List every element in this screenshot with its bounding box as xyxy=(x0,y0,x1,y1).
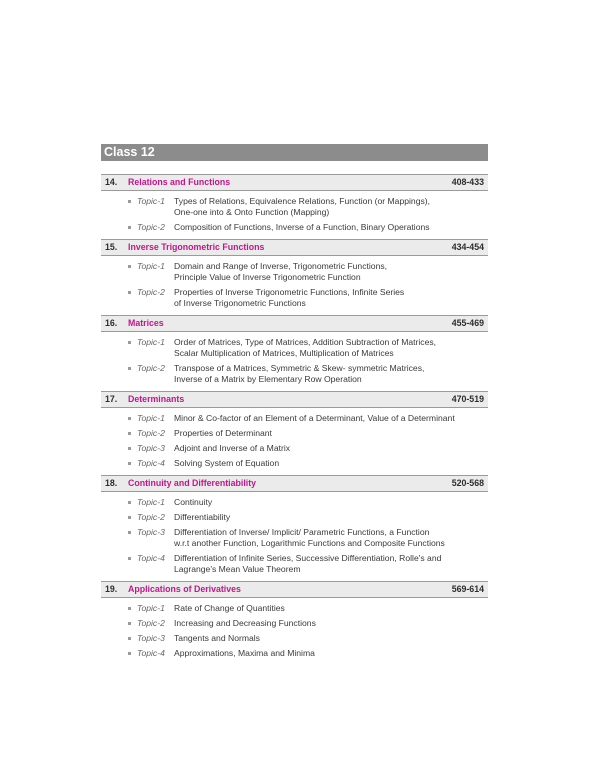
topic-tag: Topic-4 xyxy=(137,458,165,468)
topic-tag: Topic-3 xyxy=(137,443,165,453)
chapter-header xyxy=(101,391,488,408)
topic-item xyxy=(101,413,488,424)
chapter-entry xyxy=(101,239,488,309)
topic-description-line: Properties of Inverse Trigonometric Functions, Infinite Series xyxy=(174,287,405,297)
topic-item xyxy=(101,222,488,233)
topic-description-line: One-one into & Onto Function (Mapping) xyxy=(174,207,330,217)
topic-list xyxy=(101,492,488,575)
topic-item xyxy=(101,603,488,614)
square-bullet-icon xyxy=(128,417,131,420)
chapter-header xyxy=(101,581,488,598)
topic-item xyxy=(101,553,488,575)
topic-description-line: Composition of Functions, Inverse of a Function, Binary Operations xyxy=(174,222,430,232)
square-bullet-icon xyxy=(128,531,131,534)
square-bullet-icon xyxy=(128,265,131,268)
topic-tag: Topic-4 xyxy=(137,648,165,658)
topic-tag: Topic-3 xyxy=(137,633,165,643)
topic-description-line: Differentiation of Inverse/ Implicit/ Parametric Functions, a Function xyxy=(174,527,430,537)
topic-tag: Topic-2 xyxy=(137,428,165,438)
chapter-page-range: 520-568 xyxy=(451,478,484,488)
topic-list xyxy=(101,598,488,659)
topic-tag: Topic-2 xyxy=(137,287,165,297)
topic-tag: Topic-1 xyxy=(137,603,165,613)
chapter-number: 18. xyxy=(105,478,118,488)
topic-list xyxy=(101,191,488,233)
square-bullet-icon xyxy=(128,367,131,370)
chapter-title: Applications of Derivatives xyxy=(128,584,241,594)
topic-list xyxy=(101,332,488,385)
chapter-number: 16. xyxy=(105,318,118,328)
topic-item xyxy=(101,512,488,523)
topic-description-line: Scalar Multiplication of Matrices, Multiplication of Matrices xyxy=(174,348,394,358)
topic-tag: Topic-2 xyxy=(137,363,165,373)
topic-description-line: Differentiation of Infinite Series, Successive Differentiation, Rolle's and xyxy=(174,553,442,563)
square-bullet-icon xyxy=(128,652,131,655)
square-bullet-icon xyxy=(128,622,131,625)
chapter-page-range: 470-519 xyxy=(451,394,484,404)
topic-item xyxy=(101,458,488,469)
chapter-title: Relations and Functions xyxy=(128,177,231,187)
topic-tag: Topic-1 xyxy=(137,196,165,206)
chapter-list xyxy=(101,174,488,665)
topic-item xyxy=(101,633,488,644)
topic-tag: Topic-1 xyxy=(137,413,165,423)
chapter-header xyxy=(101,315,488,332)
chapter-number: 14. xyxy=(105,177,118,187)
topic-description-line: Solving System of Equation xyxy=(174,458,280,468)
topic-description-line: Properties of Determinant xyxy=(174,428,272,438)
topic-description-line: Order of Matrices, Type of Matrices, Addition Subtraction of Matrices, xyxy=(174,337,437,347)
square-bullet-icon xyxy=(128,291,131,294)
chapter-title: Matrices xyxy=(128,318,164,328)
square-bullet-icon xyxy=(128,501,131,504)
topic-item xyxy=(101,618,488,629)
topic-description-line: of Inverse Trigonometric Functions xyxy=(174,298,306,308)
chapter-page-range: 434-454 xyxy=(451,242,484,252)
topic-description-line: Minor & Co-factor of an Element of a Determinant, Value of a Determinant xyxy=(174,413,455,423)
topic-tag: Topic-3 xyxy=(137,527,165,537)
square-bullet-icon xyxy=(128,557,131,560)
topic-tag: Topic-1 xyxy=(137,261,165,271)
square-bullet-icon xyxy=(128,447,131,450)
chapter-header xyxy=(101,475,488,492)
topic-tag: Topic-2 xyxy=(137,222,165,232)
chapter-title: Determinants xyxy=(128,394,185,404)
topic-item xyxy=(101,261,488,283)
chapter-entry xyxy=(101,315,488,385)
topic-list xyxy=(101,408,488,469)
square-bullet-icon xyxy=(128,226,131,229)
topic-tag: Topic-2 xyxy=(137,512,165,522)
topic-description-line: Types of Relations, Equivalence Relations, Function (or Mappings), xyxy=(174,196,431,206)
topic-description-line: Domain and Range of Inverse, Trigonometric Functions, xyxy=(174,261,388,271)
chapter-page-range: 455-469 xyxy=(451,318,484,328)
topic-description-line: Principle Value of Inverse Trigonometric Function xyxy=(174,272,361,282)
topic-description-line: Tangents and Normals xyxy=(174,633,260,643)
topic-description-line: Differentiability xyxy=(174,512,231,522)
chapter-entry xyxy=(101,475,488,575)
topic-tag: Topic-2 xyxy=(137,618,165,628)
chapter-header xyxy=(101,174,488,191)
topic-description-line: Approximations, Maxima and Minima xyxy=(174,648,315,658)
chapter-number: 19. xyxy=(105,584,118,594)
square-bullet-icon xyxy=(128,462,131,465)
chapter-entry xyxy=(101,174,488,233)
square-bullet-icon xyxy=(128,341,131,344)
topic-description-line: Inverse of a Matrix by Elementary Row Operation xyxy=(174,374,362,384)
square-bullet-icon xyxy=(128,432,131,435)
topic-item xyxy=(101,363,488,385)
topic-item xyxy=(101,337,488,359)
topic-description-line: Increasing and Decreasing Functions xyxy=(174,618,316,628)
topic-description-line: Lagrange's Mean Value Theorem xyxy=(174,564,301,574)
class-heading: Class 12 xyxy=(101,144,488,161)
topic-tag: Topic-1 xyxy=(137,337,165,347)
chapter-number: 15. xyxy=(105,242,118,252)
chapter-entry xyxy=(101,391,488,469)
topic-item xyxy=(101,527,488,549)
topic-description-line: Rate of Change of Quantities xyxy=(174,603,285,613)
chapter-page-range: 408-433 xyxy=(451,177,484,187)
chapter-header xyxy=(101,239,488,256)
topic-item xyxy=(101,287,488,309)
topic-description-line: w.r.t another Function, Logarithmic Functions and Composite Functions xyxy=(174,538,445,548)
chapter-title: Continuity and Differentiability xyxy=(128,478,257,488)
topic-item xyxy=(101,443,488,454)
topic-item xyxy=(101,428,488,439)
topic-description-line: Transpose of a Matrices, Symmetric & Skew- symmetric Matrices, xyxy=(174,363,425,373)
square-bullet-icon xyxy=(128,607,131,610)
chapter-title: Inverse Trigonometric Functions xyxy=(128,242,265,252)
chapter-page-range: 569-614 xyxy=(451,584,484,594)
topic-description-line: Adjoint and Inverse of a Matrix xyxy=(174,443,291,453)
chapter-entry xyxy=(101,581,488,659)
topic-description-line: Continuity xyxy=(174,497,213,507)
topic-item xyxy=(101,497,488,508)
square-bullet-icon xyxy=(128,516,131,519)
topic-tag: Topic-4 xyxy=(137,553,165,563)
topic-list xyxy=(101,256,488,309)
square-bullet-icon xyxy=(128,200,131,203)
chapter-number: 17. xyxy=(105,394,118,404)
topic-item xyxy=(101,648,488,659)
topic-tag: Topic-1 xyxy=(137,497,165,507)
topic-item xyxy=(101,196,488,218)
square-bullet-icon xyxy=(128,637,131,640)
